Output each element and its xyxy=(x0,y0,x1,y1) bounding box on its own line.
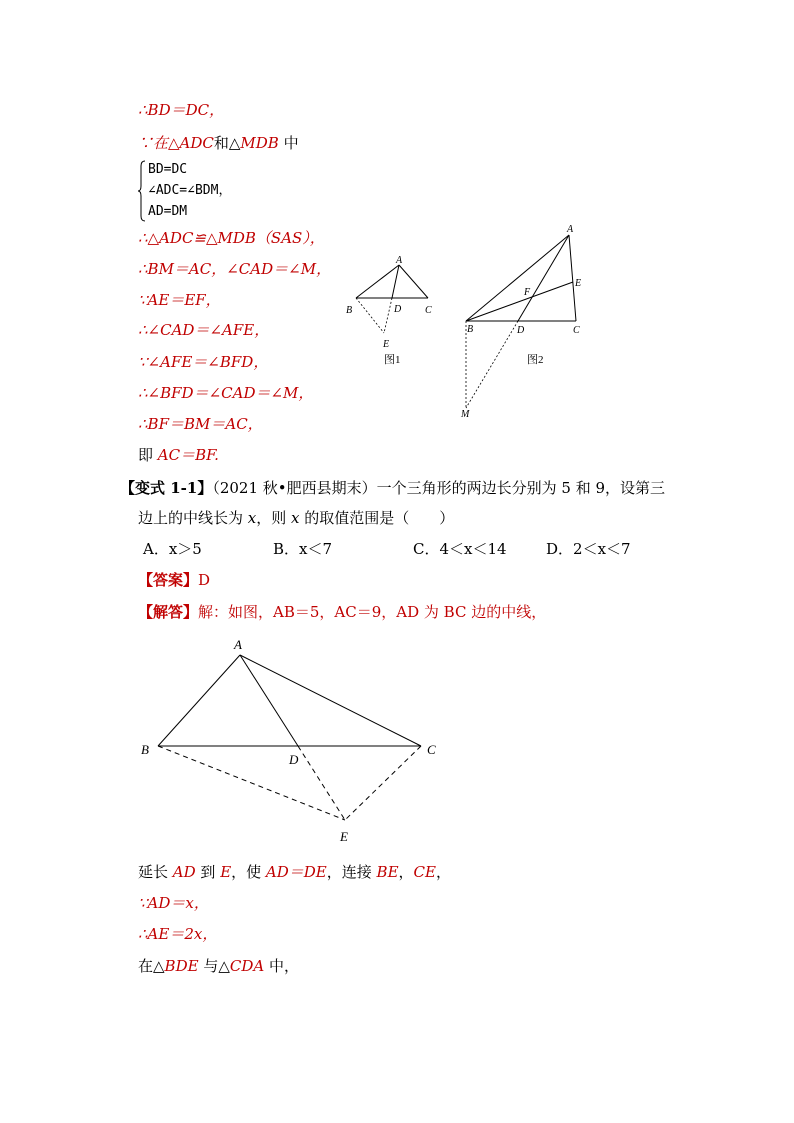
fig3-label-e: E xyxy=(340,829,348,844)
equation-system xyxy=(138,160,278,222)
system-row-2: ∠ADC=∠BDM， xyxy=(148,183,232,198)
p2-l1k: ， xyxy=(435,863,451,881)
proof-line-4: ∴BM＝AC，∠CAD＝∠M， xyxy=(138,260,332,278)
p2-l1h: BE xyxy=(376,863,399,881)
fig2-label-b: B xyxy=(467,324,474,335)
variant-q2c: ，则 xyxy=(256,509,292,527)
fig1-label-d: D xyxy=(394,304,402,315)
system-row-1: BD=DC xyxy=(148,162,188,177)
p2-l4e: 中， xyxy=(264,957,299,975)
proof-line-6: ∴∠CAD＝∠AFE， xyxy=(138,321,270,339)
proof-line-1: ∴BD＝DC， xyxy=(138,101,225,119)
figure-2 xyxy=(455,220,595,425)
p2-l1a: 延长 xyxy=(138,863,173,881)
variant-q2a: 边上的中线长为 xyxy=(138,509,248,527)
option-d: D．2＜x＜7 xyxy=(546,540,631,558)
p2-l1f: AD＝DE xyxy=(265,863,327,881)
proof-line-5: ∵AE＝EF， xyxy=(138,291,221,309)
proof-line-10-b: AC＝BF. xyxy=(157,446,219,464)
variant-question-line-1 xyxy=(120,478,665,498)
figure-3 xyxy=(130,630,460,850)
solution-tag: 【解答】 xyxy=(138,603,199,621)
proof2-line-4 xyxy=(138,956,299,976)
fig3-label-c: C xyxy=(427,742,436,757)
proof-line-7: ∵∠AFE＝∠BFD， xyxy=(138,353,269,371)
solution-text: 解：如图，AB＝5，AC＝9，AD 为 BC 边的中线， xyxy=(198,603,547,621)
fig3-label-a: A xyxy=(234,637,242,652)
fig1-caption: 图1 xyxy=(384,354,401,366)
proof-line-2-a: ∵在△ADC xyxy=(138,134,214,152)
fig2-label-m: M xyxy=(461,409,470,420)
variant-question-line-2 xyxy=(138,508,454,528)
fig1-label-a: A xyxy=(396,255,403,266)
answer-tag: 【答案】 xyxy=(138,571,199,589)
proof-line-8: ∴∠BFD＝∠CAD＝∠M， xyxy=(138,384,314,402)
fig2-label-e: E xyxy=(575,278,582,289)
p2-l1c: 到 xyxy=(195,863,221,881)
p2-l1e: ，使 xyxy=(231,863,266,881)
left-brace-icon xyxy=(138,160,146,222)
variant-q2b: x xyxy=(247,509,257,527)
proof-line-10 xyxy=(138,445,219,465)
p2-l4a: 在△ xyxy=(138,957,165,975)
proof2-line-2: ∵AD＝x， xyxy=(138,894,209,912)
p2-l1j: CE xyxy=(413,863,436,881)
option-a: A．x＞5 xyxy=(143,540,202,558)
proof-line-2-d: 中 xyxy=(283,134,299,152)
fig1-label-e: E xyxy=(383,339,390,350)
fig2-label-a: A xyxy=(567,224,574,235)
p2-l4b: BDE xyxy=(164,957,199,975)
fig2-label-d: D xyxy=(517,325,525,336)
option-b: B．x＜7 xyxy=(273,540,333,558)
p2-l1d: E xyxy=(220,863,232,881)
fig3-label-d: D xyxy=(289,752,299,767)
p2-l4d: CDA xyxy=(229,957,265,975)
proof-line-10-a: 即 xyxy=(138,446,158,464)
p2-l1i: ， xyxy=(398,863,414,881)
system-row-3: AD=DM xyxy=(148,204,188,219)
answer-line xyxy=(138,570,210,590)
variant-source: （2021 秋•肥西县期末） xyxy=(212,479,377,497)
variant-q2d: x xyxy=(291,509,300,527)
proof-line-9: ∴BF＝BM＝AC， xyxy=(138,415,263,433)
variant-q1: 一个三角形的两边长分别为 5 和 9，设第三 xyxy=(376,479,666,497)
fig1-label-c: C xyxy=(425,305,432,316)
figure-1 xyxy=(340,250,450,370)
proof2-line-3: ∴AE＝2x， xyxy=(138,925,218,943)
solution-line xyxy=(138,602,546,622)
fig2-label-f: F xyxy=(524,287,531,298)
answer-value: D xyxy=(198,571,211,589)
fig1-label-b: B xyxy=(346,305,353,316)
proof2-line-1 xyxy=(138,862,451,882)
p2-l4c: 与△ xyxy=(198,957,230,975)
proof-line-2-b: 和△ xyxy=(213,134,241,152)
option-c: C．4＜x＜14 xyxy=(413,540,507,558)
fig2-caption: 图2 xyxy=(527,354,544,366)
proof-line-2-c: MDB xyxy=(240,134,279,152)
fig2-label-c: C xyxy=(573,325,580,336)
variant-tag: 【变式 1-1】 xyxy=(120,479,213,497)
fig3-label-b: B xyxy=(141,742,149,757)
p2-l1g: ，连接 xyxy=(326,863,377,881)
p2-l1b: AD xyxy=(172,863,196,881)
proof-line-2 xyxy=(138,133,299,153)
variant-q2e: 的取值范围是（ ） xyxy=(299,509,455,527)
proof-line-3: ∴△ADC≌△MDB（SAS）， xyxy=(138,229,325,247)
